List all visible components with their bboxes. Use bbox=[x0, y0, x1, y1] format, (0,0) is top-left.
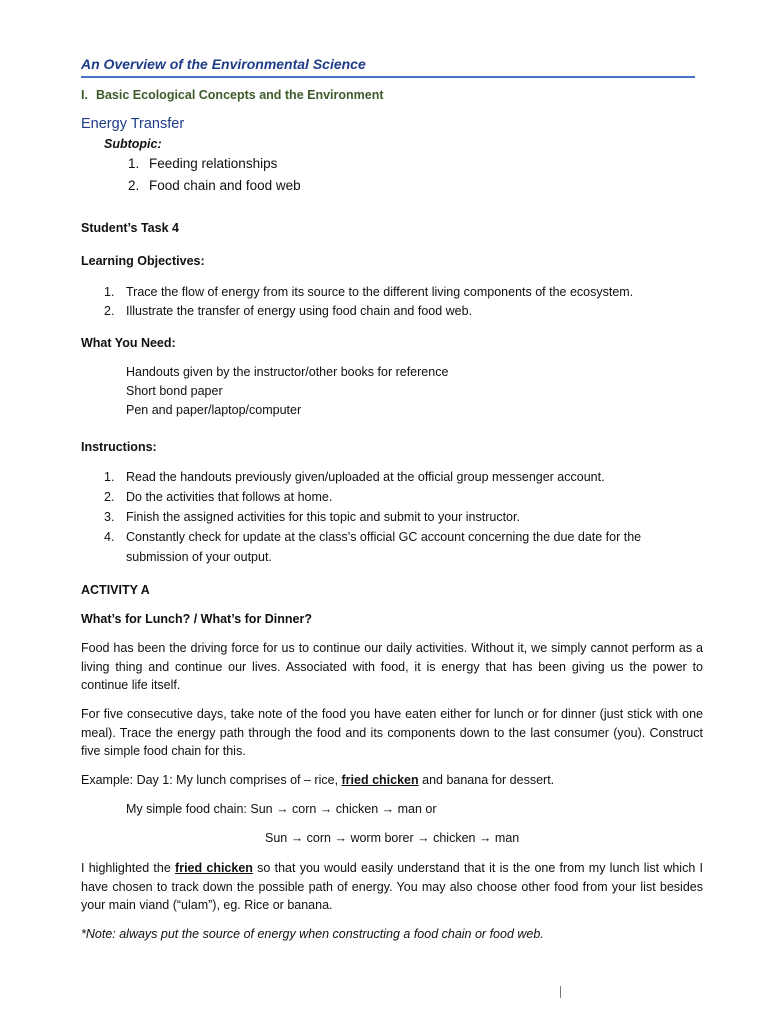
example-highlight: fried chicken bbox=[341, 773, 419, 787]
instruction-number: 4. bbox=[104, 530, 115, 544]
objective-text: Illustrate the transfer of energy using food chain and food web. bbox=[126, 304, 473, 318]
paragraph: For five consecutive days, take note of the food you have eaten either for lunch or for dinner (just stick with one meal). Trace the energy path through the food and its components down to the last consumer (you). Construct five simple food chain for this. bbox=[81, 707, 703, 758]
activity-subtitle: What’s for Lunch? / What’s for Dinner? bbox=[81, 612, 313, 626]
need-item: Handouts given by the instructor/other books for reference bbox=[126, 365, 449, 379]
objective-number: 2. bbox=[104, 304, 115, 318]
subtopic-label: Subtopic: bbox=[104, 137, 162, 151]
subtopic-item bbox=[128, 156, 277, 171]
section-title: Basic Ecological Concepts and the Environment bbox=[95, 88, 384, 102]
food-chain-example: Sun → corn → worm borer → chicken → man bbox=[265, 831, 520, 845]
activity-title: ACTIVITY A bbox=[81, 583, 150, 597]
example-text: Example: Day 1: My lunch comprises of – rice, bbox=[81, 773, 342, 787]
instruction-item bbox=[104, 487, 704, 507]
paragraph bbox=[81, 859, 703, 915]
instruction-number: 3. bbox=[104, 510, 115, 524]
topic-heading: Energy Transfer bbox=[81, 116, 185, 132]
paragraph-text: I highlighted the bbox=[81, 861, 176, 875]
instruction-item bbox=[104, 507, 704, 527]
document-title: An Overview of the Environmental Science bbox=[81, 56, 695, 78]
needs-title: What You Need: bbox=[81, 336, 176, 350]
instruction-number: 1. bbox=[104, 470, 115, 484]
paragraph-text: so that you would easily understand that it is the one from my lunch list which I have chosen to track down the possible path of energy. You may also choose other food from your list besides your main viand (“ulam”), eg. Rice or banana. bbox=[81, 861, 703, 912]
subtopic-text: Feeding relationships bbox=[149, 156, 278, 171]
instruction-number: 2. bbox=[104, 490, 115, 504]
instruction-text: Constantly check for update at the class’s official GC account concerning the due date for the submission of your output. bbox=[126, 530, 642, 564]
instruction-text: Do the activities that follows at home. bbox=[126, 490, 333, 504]
paragraph-highlight: fried chicken bbox=[175, 861, 253, 875]
paragraph: Food has been the driving force for us to continue our daily activities. Without it, we simply cannot perform as a living thing and continue our lives. Associated with food, it is energy that has been giving us the power to continue life itself. bbox=[81, 641, 703, 692]
need-item: Pen and paper/laptop/computer bbox=[126, 403, 302, 417]
page-number-marker bbox=[560, 986, 561, 998]
subtopic-number: 1. bbox=[128, 156, 140, 171]
subtopic-number: 2. bbox=[128, 178, 140, 193]
example-line bbox=[81, 773, 554, 787]
instruction-text: Read the handouts previously given/uploaded at the official group messenger account. bbox=[126, 470, 605, 484]
objective-item bbox=[104, 282, 704, 302]
objective-item bbox=[104, 301, 704, 321]
example-text: and banana for dessert. bbox=[418, 773, 555, 787]
need-item: Short bond paper bbox=[126, 384, 223, 398]
subtopic-item bbox=[128, 178, 301, 193]
section-heading bbox=[81, 88, 384, 102]
objective-number: 1. bbox=[104, 285, 115, 299]
instruction-item bbox=[104, 467, 704, 487]
subtopic-text: Food chain and food web bbox=[149, 178, 301, 193]
section-number: I. bbox=[81, 88, 88, 102]
task-title: Student’s Task 4 bbox=[81, 221, 179, 235]
instruction-text: Finish the assigned activities for this topic and submit to your instructor. bbox=[126, 510, 520, 524]
instruction-item bbox=[104, 527, 704, 567]
objective-text: Trace the flow of energy from its source to the different living components of the ecosystem. bbox=[126, 285, 634, 299]
note: *Note: always put the source of energy when constructing a food chain or food web. bbox=[81, 927, 544, 941]
instructions-title: Instructions: bbox=[81, 440, 157, 454]
objectives-title: Learning Objectives: bbox=[81, 254, 205, 268]
food-chain-example: My simple food chain: Sun → corn → chicken → man or bbox=[126, 802, 437, 816]
